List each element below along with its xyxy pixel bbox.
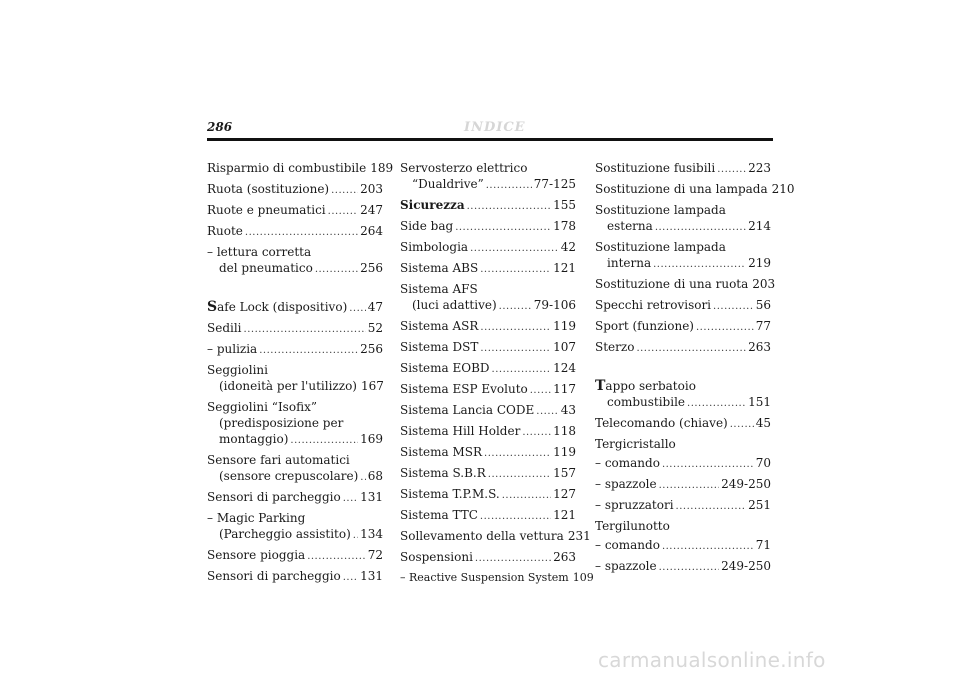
- dot-leader: [662, 537, 754, 555]
- index-entry: [595, 497, 771, 515]
- page-ref: 109: [572, 571, 594, 584]
- index-entry: [400, 260, 576, 278]
- entry-text: Sicurezza: [400, 198, 465, 212]
- entry-text: Risparmio di combustibile: [207, 161, 367, 175]
- index-entry: [207, 181, 383, 199]
- entry-text: (Parcheggio assistito): [219, 527, 351, 541]
- index-entry: [595, 537, 771, 555]
- index-entry: [207, 362, 383, 396]
- page-ref: 178: [553, 219, 576, 233]
- page-ref: 45: [755, 416, 771, 430]
- index-column-1: [207, 160, 394, 589]
- page-ref: 70: [755, 456, 771, 470]
- page-ref: 155: [553, 198, 576, 212]
- entry-text: Sedili: [207, 321, 242, 335]
- entry-text: Specchi retrovisori: [595, 298, 712, 312]
- dot-leader: [343, 489, 358, 507]
- page-ref: 124: [553, 361, 576, 375]
- page-ref: 43: [560, 403, 576, 417]
- entry-text: Seggiolini “Isofix”: [207, 400, 317, 414]
- entry-text: Sospensioni: [400, 550, 473, 564]
- page-ref: 249-250: [721, 477, 771, 491]
- dot-leader: [492, 360, 552, 378]
- index-entry: [595, 378, 771, 412]
- entry-text: (sensore crepuscolare): [219, 469, 359, 483]
- page-ref: 56: [755, 298, 771, 312]
- entry-text: Safe Lock (dispositivo): [207, 299, 348, 315]
- entry-text: Simbologia: [400, 240, 469, 254]
- entry-text: Sistema DST: [400, 340, 479, 354]
- entry-text: – comando: [595, 456, 660, 470]
- entry-text: Sostituzione fusibili: [595, 161, 716, 175]
- dot-leader: [696, 318, 754, 336]
- dot-leader: [360, 468, 365, 486]
- index-entry: [400, 444, 576, 462]
- index-entry: [400, 239, 576, 257]
- index-entry: [207, 244, 383, 278]
- index-entry: [400, 423, 576, 441]
- page-ref: 256: [360, 342, 383, 356]
- dot-leader: [687, 394, 746, 412]
- dot-leader: [480, 507, 551, 525]
- index-entry: [400, 402, 576, 420]
- index-entry: [207, 223, 383, 241]
- dot-leader: [244, 320, 366, 338]
- page-ref: 118: [553, 424, 576, 438]
- dot-leader: [713, 297, 754, 315]
- page-ref: 77: [755, 319, 771, 333]
- page-ref: 249-250: [721, 559, 771, 573]
- dot-leader: [245, 223, 358, 241]
- dot-leader: [499, 297, 532, 315]
- page-ref: 203: [752, 277, 776, 291]
- page-ref: 117: [553, 382, 576, 396]
- page-ref: 247: [360, 203, 383, 217]
- entry-text: Sensore fari automatici: [207, 453, 350, 467]
- entry-text: Sistema ABS: [400, 261, 479, 275]
- entry-text: Sostituzione di una ruota: [595, 277, 749, 291]
- index-entry: [207, 299, 383, 317]
- page-ref: 131: [360, 569, 383, 583]
- dot-leader: [353, 526, 358, 544]
- entry-text: – spazzole: [595, 559, 657, 573]
- index-entry: [595, 339, 771, 357]
- entry-text: esterna: [607, 219, 653, 233]
- index-entry: [595, 455, 771, 473]
- entry-text: Sistema TTC: [400, 508, 478, 522]
- dot-leader: [331, 181, 358, 199]
- index-entry: [207, 452, 383, 486]
- page-ref: 121: [553, 261, 576, 275]
- entry-text: Sensori di parcheggio: [207, 490, 341, 504]
- page-ref: 127: [553, 487, 576, 501]
- entry-text: Sport (funzione): [595, 319, 694, 333]
- entry-text: Sistema MSR: [400, 445, 483, 459]
- dot-leader: [522, 423, 551, 441]
- dot-leader: [480, 318, 551, 336]
- index-entry: [207, 341, 383, 359]
- index-entry: [595, 202, 771, 236]
- entry-text: Sistema AFS: [400, 282, 478, 296]
- entry-text: (idoneità per l'utilizzo): [219, 379, 357, 393]
- entry-text: Sterzo: [595, 340, 635, 354]
- dot-leader: [502, 486, 551, 504]
- entry-text: – spazzole: [595, 477, 657, 491]
- dot-leader: [488, 465, 551, 483]
- page-ref: 119: [553, 445, 576, 459]
- index-entry: [400, 318, 576, 336]
- page-ref: 167: [360, 379, 384, 393]
- entry-text: Sistema Lancia CODE: [400, 403, 535, 417]
- page-ref: 52: [367, 321, 383, 335]
- page-ref: 189: [370, 161, 394, 175]
- entry-text: montaggio): [219, 432, 289, 446]
- entry-text: Sistema S.B.R: [400, 466, 486, 480]
- page-ref: 68: [367, 469, 383, 483]
- dot-leader: [655, 218, 746, 236]
- index-entry: [400, 218, 576, 236]
- entry-text: Sensori di parcheggio: [207, 569, 341, 583]
- entry-text: Sistema Hill Holder: [400, 424, 521, 438]
- entry-text: “Dualdrive”: [412, 177, 484, 191]
- index-entry: [400, 281, 576, 315]
- dot-leader: [486, 176, 532, 194]
- page-ref: 223: [748, 161, 771, 175]
- index-entry: [207, 160, 394, 178]
- index-entry: [595, 318, 771, 336]
- entry-text: Ruote: [207, 224, 243, 238]
- dot-leader: [730, 415, 754, 433]
- page-ref: 219: [748, 256, 771, 270]
- page-ref: 210: [771, 182, 795, 196]
- dot-leader: [467, 197, 551, 215]
- entry-text: Side bag: [400, 219, 454, 233]
- index-entry: [207, 489, 383, 507]
- entry-text: – comando: [595, 538, 660, 552]
- page-ref: 263: [748, 340, 771, 354]
- index-column-2: [400, 160, 594, 590]
- section-title: INDICE: [464, 120, 526, 135]
- page-ref: 214: [748, 219, 771, 233]
- dot-leader: [343, 568, 358, 586]
- page-ref: 47: [367, 300, 383, 314]
- index-entry: [400, 339, 576, 357]
- index-entry: [400, 381, 576, 399]
- entry-text: – lettura corretta: [207, 245, 312, 259]
- page-ref: 151: [748, 395, 771, 409]
- dot-leader: [717, 160, 746, 178]
- entry-text: Sistema ESP Evoluto: [400, 382, 528, 396]
- dot-leader: [455, 218, 551, 236]
- index-entry: [207, 320, 383, 338]
- page-ref: 169: [360, 432, 383, 446]
- dot-leader: [307, 547, 366, 565]
- index-entry: [400, 549, 576, 567]
- page-ref: 256: [360, 261, 383, 275]
- page-ref: 121: [553, 508, 576, 522]
- index-entry: [207, 202, 383, 220]
- page-ref: 79-106: [533, 298, 576, 312]
- letter-gap: [595, 360, 771, 378]
- dot-leader: [536, 402, 558, 420]
- index-entry: [400, 486, 576, 504]
- page-ref: 71: [755, 538, 771, 552]
- dot-leader: [315, 260, 358, 278]
- page-ref: 263: [553, 550, 576, 564]
- dot-leader: [636, 339, 746, 357]
- index-entry: [595, 476, 771, 494]
- page-ref: 77-125: [533, 177, 576, 191]
- dot-leader: [475, 549, 551, 567]
- index-entry: [595, 297, 771, 315]
- index-column-3: [595, 160, 795, 579]
- entry-text: Sollevamento della vettura: [400, 529, 564, 543]
- entry-text: – pulizia: [207, 342, 258, 356]
- entry-text: – Reactive Suspension System: [400, 571, 569, 584]
- entry-text: Sistema EOBD: [400, 361, 490, 375]
- entry-text: Seggiolini: [207, 363, 268, 377]
- dot-leader: [662, 455, 754, 473]
- entry-text: Tergicristallo: [595, 437, 676, 451]
- entry-text: – Magic Parking: [207, 511, 306, 525]
- page-ref: 107: [553, 340, 576, 354]
- entry-text: Sistema ASR: [400, 319, 479, 333]
- page-ref: 157: [553, 466, 576, 480]
- entry-text: Tappo serbatoio: [595, 378, 696, 394]
- dot-leader: [349, 299, 365, 317]
- index-entry: [595, 276, 776, 294]
- entry-text: Sostituzione di una lampada: [595, 182, 768, 196]
- dot-leader: [480, 339, 551, 357]
- index-entry: [207, 568, 383, 586]
- entry-text: Sostituzione lampada: [595, 203, 726, 217]
- entry-text: Servosterzo elettrico: [400, 161, 528, 175]
- index-entry: [207, 510, 383, 544]
- dot-leader: [676, 497, 747, 515]
- entry-text: Sensore pioggia: [207, 548, 306, 562]
- entry-text: – spruzzatori: [595, 498, 674, 512]
- page-ref: 119: [553, 319, 576, 333]
- page-ref: 203: [360, 182, 383, 196]
- dot-leader: [484, 444, 551, 462]
- dot-leader: [659, 558, 720, 576]
- letter-gap: [207, 281, 383, 299]
- index-entry: [400, 465, 576, 483]
- index-entry: [595, 160, 771, 178]
- entry-text: (predisposizione per: [219, 416, 344, 430]
- index-entry: [595, 415, 771, 433]
- dot-leader: [480, 260, 551, 278]
- dot-leader: [530, 381, 551, 399]
- index-entry: [400, 528, 591, 546]
- header-rule: [207, 138, 773, 141]
- dot-leader: [653, 255, 746, 273]
- page-header: [207, 120, 773, 150]
- page-ref: 72: [367, 548, 383, 562]
- page-ref: 251: [748, 498, 771, 512]
- entry-text: (luci adattive): [412, 298, 497, 312]
- entry-text: Ruota (sostituzione): [207, 182, 330, 196]
- entry-text: Sostituzione lampada: [595, 240, 726, 254]
- watermark-text: carmanualsonline.info: [598, 648, 826, 672]
- page-ref: 231: [567, 529, 591, 543]
- index-entry: [400, 160, 576, 194]
- index-entry: [400, 570, 594, 587]
- index-entry: [400, 360, 576, 378]
- page-ref: 42: [560, 240, 576, 254]
- index-entry: [595, 239, 771, 273]
- entry-text: Telecomando (chiave): [595, 416, 728, 430]
- dot-leader: [290, 431, 358, 449]
- index-entry: [595, 436, 771, 452]
- entry-text: interna: [607, 256, 652, 270]
- index-entry: [400, 507, 576, 525]
- dot-leader: [659, 476, 720, 494]
- dot-leader: [470, 239, 559, 257]
- entry-text: Tergilunotto: [595, 519, 670, 533]
- page-ref: 264: [360, 224, 383, 238]
- index-entry: [595, 558, 771, 576]
- page-ref: 134: [360, 527, 383, 541]
- index-entry: [595, 518, 771, 534]
- index-entry: [595, 181, 795, 199]
- dot-leader: [259, 341, 358, 359]
- entry-text: combustibile: [607, 395, 686, 409]
- index-entry: [207, 547, 383, 565]
- index-entry: [207, 399, 383, 449]
- dot-leader: [328, 202, 358, 220]
- entry-text: Sistema T.P.M.S.: [400, 487, 500, 501]
- entry-text: del pneumatico: [219, 261, 313, 275]
- page-ref: 131: [360, 490, 383, 504]
- index-entry: [400, 197, 576, 215]
- entry-text: Ruote e pneumatici: [207, 203, 326, 217]
- page-number: 286: [207, 120, 233, 134]
